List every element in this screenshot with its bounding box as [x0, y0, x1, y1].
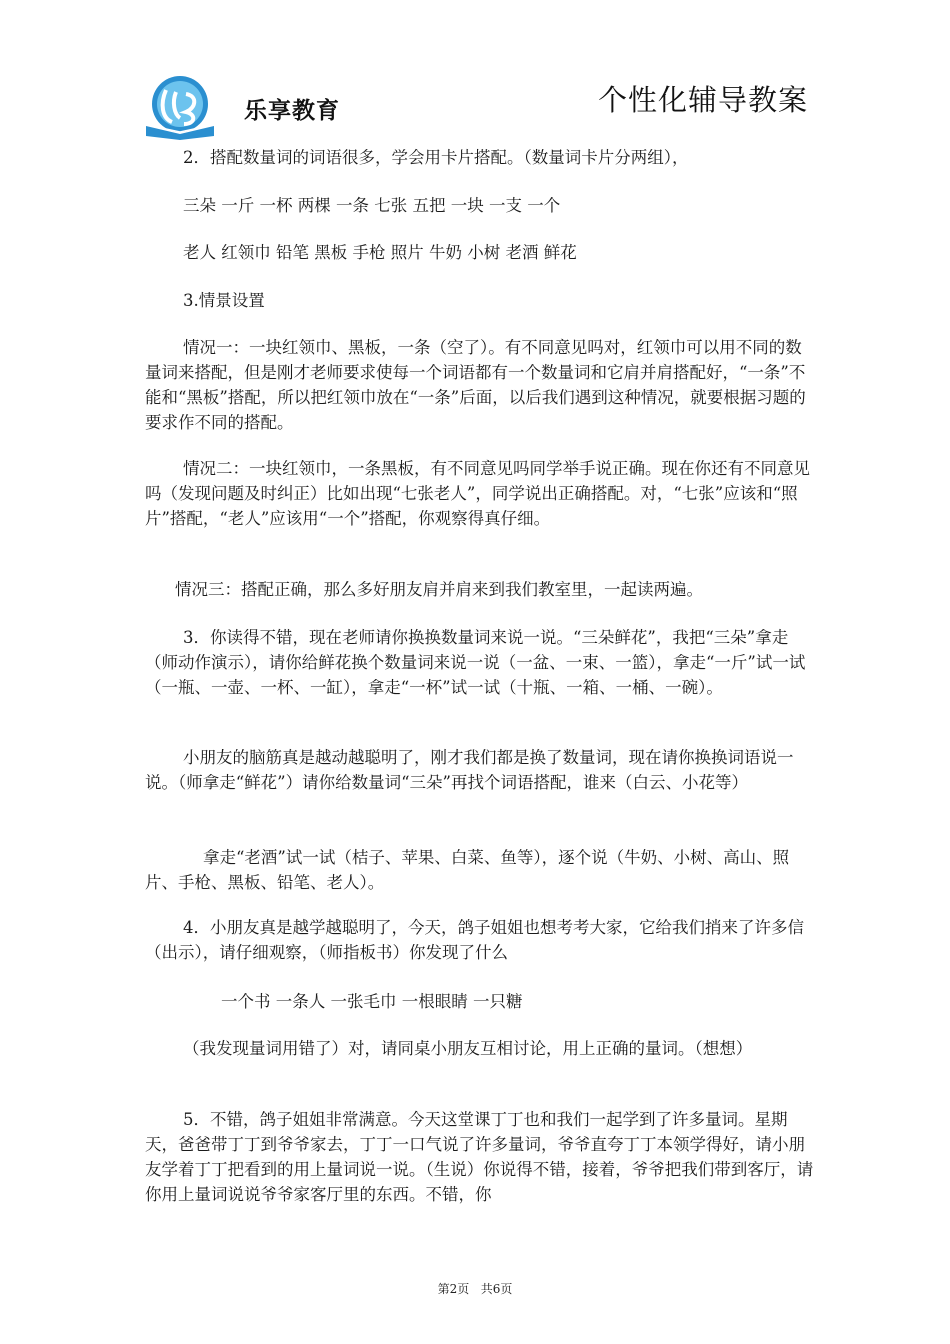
page-total: 共6页 [480, 1282, 513, 1296]
paragraph-step-4: 4．小朋友真是越学越聪明了，今天，鸽子姐姐也想考考大家，它给我们捎来了许多信（出示），请仔细观察，（师指板书）你发现了什么 [145, 918, 804, 962]
paragraph-step-3: 3．你读得不错，现在老师请你换换数量词来说一说。“三朵鲜花”，我把“三朵”拿走（师动作演示），请你给鲜花换个数量词来说一说（一盆、一束、一篮），拿走“一斤”试一试（一瓶、一壶、一杯、一缸），拿走“一杯”试一试（十瓶、一箱、一桶、一碗）。 [145, 628, 806, 697]
page-header [0, 0, 950, 145]
brand-name: 乐享教育 [244, 98, 340, 124]
quantifier-card-row: 三朵 一斤 一杯 两棵 一条 七张 五把 一块 一支 一个 [183, 196, 561, 215]
paragraph-take-wine: 拿走“老酒”试一试（桔子、苹果、白菜、鱼等），逐个说（牛奶、小树、高山、照片、手枪、黑板、铅笔、老人）。 [145, 848, 790, 892]
paragraph-intro: 2．搭配数量词的词语很多，学会用卡片搭配。（数量词卡片分两组）， [183, 148, 689, 167]
wrong-quantifier-row: 一个书 一条人 一张毛巾 一根眼睛 一只糖 [221, 992, 523, 1011]
page-footer [0, 1280, 950, 1297]
document-type-title: 个性化辅导教案 [598, 83, 809, 117]
paragraph-discussion: （我发现量词用错了）对，请同桌小朋友互相讨论，用上正确的量词。（想想） [183, 1039, 753, 1058]
paragraph-case-3: 情况三：搭配正确，那么多好朋友肩并肩来到我们教室里，一起读两遍。 [175, 580, 703, 599]
noun-card-row: 老人 红领巾 铅笔 黑板 手枪 照片 牛奶 小树 老酒 鲜花 [183, 243, 577, 262]
school-logo-icon [142, 74, 218, 140]
paragraph-swap-words: 小朋友的脑筋真是越动越聪明了，刚才我们都是换了数量词，现在请你换换词语说一说。（师拿走“鲜花”）请你给数量词“三朵”再找个词语搭配，谁来（白云、小花等） [145, 748, 794, 792]
section-heading: 3.情景设置 [183, 291, 265, 310]
paragraph-case-1: 情况一：一块红领巾、黑板，一条（空了）。有不同意见吗对，红领巾可以用不同的数量词来搭配，但是刚才老师要求使每一个词语都有一个数量词和它肩并肩搭配好，“一条”不能和“黑板”搭配，所以把红领巾放在“一条”后面，以后我们遇到这种情况，就要根据习题的要求作不同的搭配。 [145, 338, 806, 432]
paragraph-step-5: 5．不错，鸽子姐姐非常满意。今天这堂课丁丁也和我们一起学到了许多量词。星期天，爸爸带丁丁到爷爷家去，丁丁一口气说了许多量词，爷爷直夸丁丁本领学得好，请小朋友学着丁丁把看到的用上量词说一说。（生说）你说得不错，接着，爷爷把我们带到客厅，请你用上量词说说爷爷家客厅里的东西。不错，你 [145, 1110, 814, 1204]
paragraph-case-2: 情况二：一块红领巾，一条黑板，有不同意见吗同学举手说正确。现在你还有不同意见吗（发现问题及时纠正）比如出现“七张老人”，同学说出正确搭配。对，“七张”应该和“照片”搭配，“老人”应该用“一个”搭配，你观察得真仔细。 [145, 459, 810, 528]
page-number: 第2页 [437, 1282, 470, 1296]
